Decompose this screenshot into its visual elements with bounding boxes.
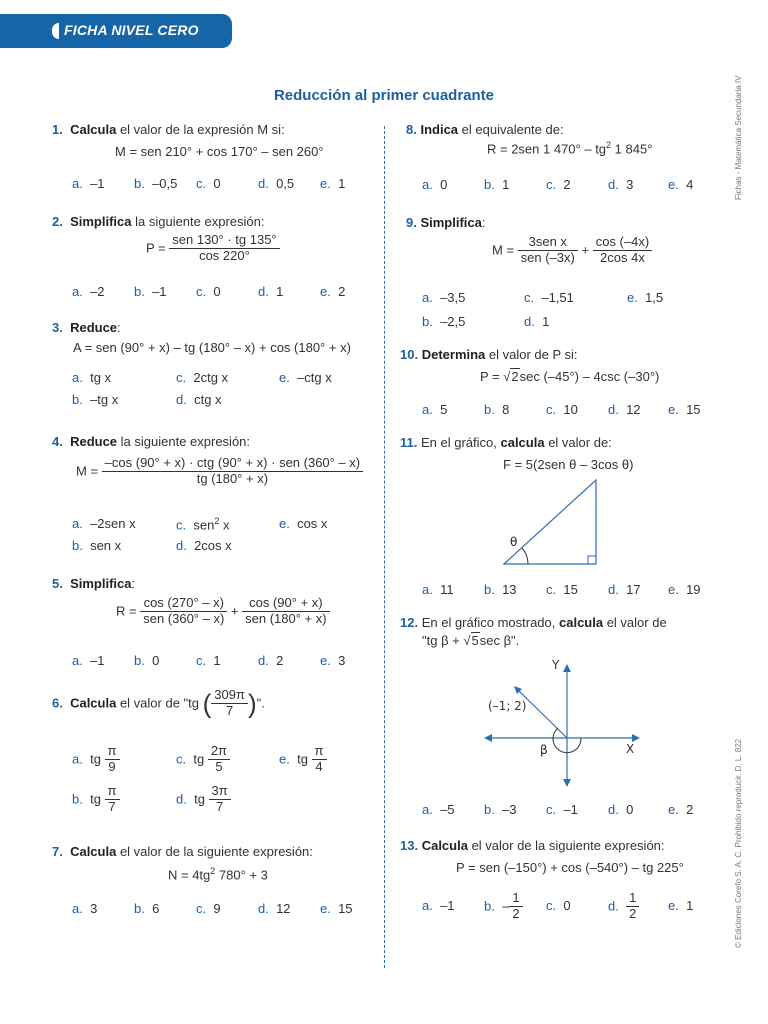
q10-option-c[interactable]: c. 10 — [546, 402, 578, 417]
side-text-top: Fichas - Matemática Secundaria IV — [734, 75, 743, 200]
q2-option-b[interactable]: b. –1 — [134, 284, 167, 299]
q2-option-e[interactable]: e. 2 — [320, 284, 346, 299]
q9-option-e[interactable]: e. 1,5 — [627, 290, 664, 305]
q6-option-a[interactable]: a. tg $\frac{\pi}{9}$ — [72, 744, 120, 775]
q1-option-c[interactable]: c. 0 — [196, 176, 221, 191]
q6-option-e[interactable]: e. tg $\frac{\pi}{4}$ — [279, 744, 327, 775]
x-axis-arrow — [632, 734, 640, 742]
q8-option-c[interactable]: c. 2 — [546, 177, 571, 192]
q6-option-d[interactable]: d. tg $\frac{3\pi}{7}$ — [176, 784, 231, 815]
question-2-expression: P = $\frac{\text{sen 130° · tg 135°}}{\cos 220^\circ}$ — [146, 233, 280, 264]
question-5-expression: R = $\frac{\cos (270^\circ - x)}{\text{sen (360° – x)}}$ + $\frac{\cos (90^\circ + x)}{\text{sen (180° + x)}}$ — [116, 596, 330, 627]
q4-option-a[interactable]: a. –2sen x — [72, 516, 136, 531]
q2-option-a[interactable]: a. –2 — [72, 284, 105, 299]
q11-option-e[interactable]: e. 19 — [668, 582, 701, 597]
q5-option-a[interactable]: a. –1 — [72, 653, 105, 668]
q1-option-d[interactable]: d. 0,5 — [258, 176, 295, 191]
question-6-prompt: 6. Calcula el valor de "tg ( $\frac{309\pi}{7}$ )". — [52, 687, 265, 719]
header-banner — [0, 14, 232, 48]
q12-option-b[interactable]: b. –3 — [484, 802, 517, 817]
q12-option-d[interactable]: d. 0 — [608, 802, 634, 817]
q13-option-e[interactable]: e. 1 — [668, 898, 694, 913]
q10-option-d[interactable]: d. 12 — [608, 402, 641, 417]
question-1-prompt: 1. Calcula el valor de la expresión M si: — [52, 122, 285, 137]
q8-option-a[interactable]: a. 0 — [422, 177, 448, 192]
question-10-expression: P = √2sec (–45°) – 4csc (–30°) — [480, 369, 660, 384]
q11-triangle-diagram — [500, 478, 610, 570]
q7-option-c[interactable]: c. 9 — [196, 901, 221, 916]
q5-option-d[interactable]: d. 2 — [258, 653, 284, 668]
question-3-prompt: 3. Reduce: — [52, 320, 121, 335]
q8-option-b[interactable]: b. 1 — [484, 177, 510, 192]
q5-option-b[interactable]: b. 0 — [134, 653, 160, 668]
q2-option-c[interactable]: c. 0 — [196, 284, 221, 299]
beta-label: β — [540, 743, 548, 757]
q13-option-c[interactable]: c. 0 — [546, 898, 571, 913]
q9-option-c[interactable]: c. –1,51 — [524, 290, 574, 305]
q13-option-a[interactable]: a. –1 — [422, 898, 455, 913]
q7-option-b[interactable]: b. 6 — [134, 901, 160, 916]
q3-option-a[interactable]: a. tg x — [72, 370, 112, 385]
question-4-expression: M = $\frac{\text{–cos (90° + x) · ctg (90° + x) · sen (360° – x)}}{tg (180^\circ + x)}$ — [76, 456, 363, 487]
q8-option-e[interactable]: e. 4 — [668, 177, 694, 192]
q1-option-e[interactable]: e. 1 — [320, 176, 346, 191]
question-4-prompt: 4. Reduce la siguiente expresión: — [52, 434, 251, 449]
q11-option-d[interactable]: d. 17 — [608, 582, 641, 597]
question-7-expression: $N = 4tg^2$ 780° + 3 — [168, 866, 268, 883]
q11-option-c[interactable]: c. 15 — [546, 582, 578, 597]
q3-option-c[interactable]: c. 2ctg x — [176, 370, 229, 385]
question-5-prompt: 5. Simplifica: — [52, 576, 136, 591]
question-13-expression: P = sen (–150°) + cos (–540°) – tg 225° — [456, 860, 684, 875]
question-11-expression: F = 5(2sen θ – 3cos θ) — [503, 457, 634, 472]
q12-option-c[interactable]: c. –1 — [546, 802, 578, 817]
q9-option-d[interactable]: d. 1 — [524, 314, 550, 329]
q3-option-e[interactable]: e. –ctg x — [279, 370, 332, 385]
question-11-prompt: 11. En el gráfico, calcula el valor de: — [400, 435, 612, 450]
point-label: (–1; 2) — [488, 699, 527, 713]
question-12-expression: "tg β + √5sec β". — [422, 633, 520, 648]
q4-option-c[interactable]: c. sen$^2$ x — [176, 516, 230, 533]
x-axis-arrow-left — [484, 734, 492, 742]
q6-option-c[interactable]: c. tg $\frac{2\pi}{5}$ — [176, 744, 230, 775]
q13-option-d[interactable]: d. $\frac{1}{2}$ — [608, 891, 639, 922]
x-label: X — [626, 742, 635, 756]
q2-option-d[interactable]: d. 1 — [258, 284, 284, 299]
y-label: Y — [552, 658, 560, 672]
angle-arc — [522, 548, 528, 564]
q5-option-e[interactable]: e. 3 — [320, 653, 346, 668]
q1-option-b[interactable]: b. –0,5 — [134, 176, 178, 191]
q4-option-b[interactable]: b. sen x — [72, 538, 122, 553]
column-divider — [384, 126, 385, 968]
question-10-prompt: 10. Determina el valor de P si: — [400, 347, 578, 362]
banner-text: FICHA NIVEL CERO — [64, 22, 199, 38]
q4-option-e[interactable]: e. cos x — [279, 516, 328, 531]
q4-option-d[interactable]: d. 2cos x — [176, 538, 232, 553]
q11-option-a[interactable]: a. 11 — [422, 582, 454, 597]
q10-option-e[interactable]: e. 15 — [668, 402, 701, 417]
question-12-prompt: 12. En el gráfico mostrado, calcula el valor de — [400, 615, 667, 630]
q5-option-c[interactable]: c. 1 — [196, 653, 221, 668]
question-2-prompt: 2. Simplifica la siguiente expresión: — [52, 214, 265, 229]
terminal-ray — [518, 690, 567, 738]
triangle — [504, 480, 596, 564]
q13-option-b[interactable]: b. – $\frac{1}{2}$ — [484, 891, 523, 922]
q6-option-b[interactable]: b. tg $\frac{\pi}{7}$ — [72, 784, 120, 815]
question-9-expression: M = $\frac{\text{3sen x}}{\text{sen (–3x)}}$ + $\frac{\cos (-4x)}{2\cos 4x}$ — [492, 235, 652, 266]
q10-option-a[interactable]: a. 5 — [422, 402, 448, 417]
side-text-bottom: © Ediciones Corefo S. A. C. Prohibido reproducir. D. L. 822 — [734, 738, 743, 948]
q7-option-e[interactable]: e. 15 — [320, 901, 353, 916]
q12-option-e[interactable]: e. 2 — [668, 802, 694, 817]
page-title: Reducción al primer cuadrante — [273, 87, 495, 104]
q9-option-b[interactable]: b. –2,5 — [422, 314, 466, 329]
y-axis-arrow-down — [563, 779, 571, 787]
q3-option-d[interactable]: d. ctg x — [176, 392, 222, 407]
q12-option-a[interactable]: a. –5 — [422, 802, 455, 817]
angle-label: θ — [510, 535, 518, 549]
question-7-prompt: 7. Calcula el valor de la siguiente expresión: — [52, 844, 313, 859]
question-9-prompt: 9. Simplifica: — [406, 215, 486, 230]
q10-option-b[interactable]: b. 8 — [484, 402, 510, 417]
y-axis-arrow — [563, 664, 571, 672]
q12-axes-diagram — [480, 658, 650, 793]
question-8-prompt: 8. Indica el equivalente de: — [406, 122, 564, 137]
question-3-expression: A = sen (90° + x) – tg (180° – x) + cos (180° + x) — [73, 340, 351, 355]
q7-option-d[interactable]: d. 12 — [258, 901, 291, 916]
question-1-expression: M = sen 210° + cos 170° – sen 260° — [115, 144, 324, 159]
question-8-expression: R = 2sen 1 $470^\circ - tg^2$ 1 845° — [487, 140, 653, 157]
question-13-prompt: 13. Calcula el valor de la siguiente expresión: — [400, 838, 665, 853]
banner-marker — [52, 23, 59, 39]
q1-option-a[interactable]: a. –1 — [72, 176, 105, 191]
q3-option-b[interactable]: b. –tg x — [72, 392, 119, 407]
right-angle-mark — [588, 556, 596, 564]
q11-option-b[interactable]: b. 13 — [484, 582, 517, 597]
q7-option-a[interactable]: a. 3 — [72, 901, 98, 916]
q8-option-d[interactable]: d. 3 — [608, 177, 634, 192]
q9-option-a[interactable]: a. –3,5 — [422, 290, 466, 305]
